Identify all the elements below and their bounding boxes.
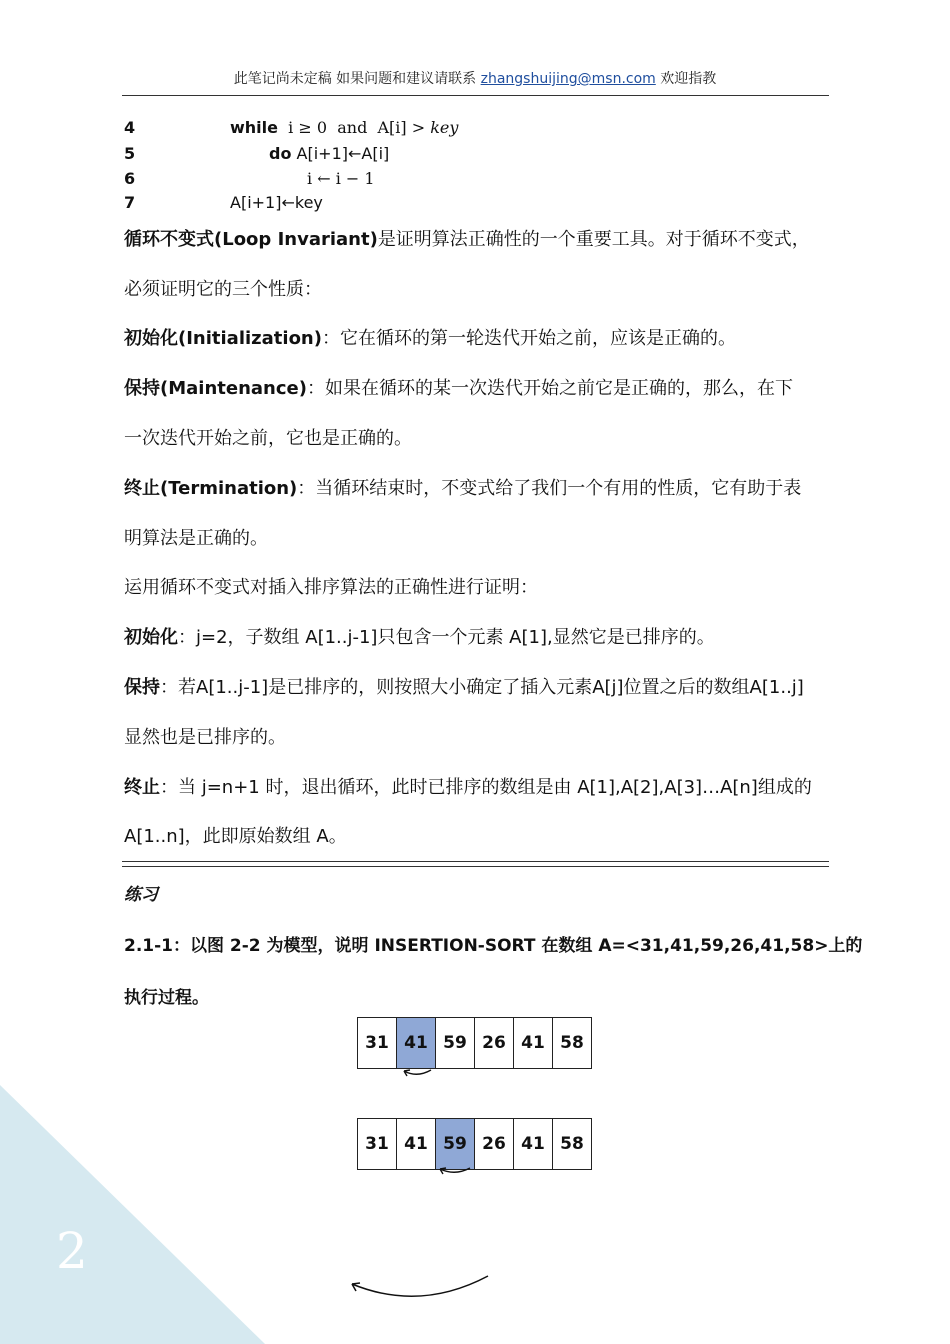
proof-maintenance bbox=[124, 663, 834, 713]
proof-term: 保持 bbox=[124, 677, 160, 698]
proof-text: ：当 j=n+1 时，退出循环，此时已排序的数组是由 A[1],A[2],A[3]…A[n]组成的 bbox=[160, 777, 812, 798]
array-cell: 41 bbox=[513, 1118, 553, 1170]
page-number: 2 bbox=[56, 1222, 88, 1280]
code-stmt bbox=[230, 118, 458, 137]
array-cell: 31 bbox=[357, 1017, 397, 1069]
array-cell: 59 bbox=[435, 1017, 475, 1069]
intro-line-1 bbox=[124, 215, 834, 265]
proof-term: 初始化 bbox=[124, 627, 178, 648]
keyword-do: do bbox=[269, 144, 292, 163]
header-suffix: 欢迎指教 bbox=[655, 71, 717, 87]
proof-termination-cont: A[1..n]，此即原始数组 A。 bbox=[124, 826, 347, 847]
intro-line-2: 必须证明它的三个性质： bbox=[124, 279, 322, 300]
property-term: 终止(Termination) bbox=[124, 478, 298, 499]
intro-text: 是证明算法正确性的一个重要工具。对于循环不变式， bbox=[377, 229, 810, 250]
property-termination-cont: 明算法是正确的。 bbox=[124, 528, 268, 549]
array-cell-key: 41 bbox=[396, 1017, 436, 1069]
property-term: 初始化(Initialization) bbox=[124, 328, 322, 349]
array-cell: 26 bbox=[474, 1118, 514, 1170]
property-text: ：当循环结束时，不变式给了我们一个有用的性质，它有助于表 bbox=[297, 478, 802, 499]
property-text: ：如果在循环的某一次迭代开始之前它是正确的，那么，在下 bbox=[306, 378, 793, 399]
proof-termination bbox=[124, 763, 834, 813]
exercise-question-cont: 执行过程。 bbox=[124, 988, 209, 1008]
code-stmt: i ← i − 1 bbox=[307, 169, 375, 188]
proof-text: ：j=2，子数组 A[1..j-1]只包含一个元素 A[1],显然它是已排序的。 bbox=[178, 627, 715, 648]
line-number: 5 bbox=[124, 144, 136, 163]
condition-b: A[i] > bbox=[377, 118, 431, 137]
array-cell: 41 bbox=[513, 1017, 553, 1069]
header-divider bbox=[122, 95, 829, 96]
property-initialization bbox=[124, 314, 834, 364]
property-term: 保持(Maintenance) bbox=[124, 378, 307, 399]
array-cell: 58 bbox=[552, 1017, 592, 1069]
array-cell: 26 bbox=[474, 1017, 514, 1069]
condition-a: i ≥ 0 bbox=[288, 118, 328, 137]
array-cell: 41 bbox=[396, 1118, 436, 1170]
property-text: ：它在循环的第一轮迭代开始之前，应该是正确的。 bbox=[321, 328, 736, 349]
assign-text: A[i+1]←A[i] bbox=[296, 144, 390, 163]
property-maintenance-cont: 一次迭代开始之前，它也是正确的。 bbox=[124, 428, 412, 449]
exercise-title: 练习 bbox=[124, 885, 158, 905]
line-number: 4 bbox=[124, 118, 136, 137]
line-number: 6 bbox=[124, 169, 136, 188]
keyword-while: while bbox=[230, 118, 278, 137]
array-cell-key: 59 bbox=[435, 1118, 475, 1170]
var-key: key bbox=[430, 118, 459, 137]
array-step-2 bbox=[357, 1118, 592, 1170]
property-termination bbox=[124, 464, 834, 514]
proof-intro: 运用循环不变式对插入排序算法的正确性进行证明： bbox=[124, 577, 538, 598]
loop-invariant-term: 循环不变式(Loop Invariant) bbox=[124, 229, 378, 250]
proof-term: 终止 bbox=[124, 777, 160, 798]
code-stmt: A[i+1]←key bbox=[230, 193, 323, 212]
email-link[interactable]: zhangshuijing@msn.com bbox=[480, 71, 656, 87]
proof-initialization bbox=[124, 613, 834, 663]
section-divider bbox=[122, 861, 829, 867]
array-cell: 31 bbox=[357, 1118, 397, 1170]
code-stmt bbox=[269, 144, 389, 163]
proof-text: ：若A[1..j-1]是已排序的，则按照大小确定了插入元素A[j]位置之后的数组A[1..j] bbox=[160, 677, 804, 698]
header-note: 此笔记尚未定稿 如果问题和建议请联系 bbox=[233, 71, 481, 87]
keyword-and: and bbox=[337, 118, 368, 137]
property-maintenance bbox=[124, 364, 834, 414]
exercise-question: 2.1-1：以图 2-2 为模型，说明 INSERTION-SORT 在数组 A=<31,41,59,26,41,58>上的 bbox=[124, 936, 863, 956]
array-cell: 58 bbox=[552, 1118, 592, 1170]
array-step-1 bbox=[357, 1017, 592, 1069]
proof-maintenance-cont: 显然也是已排序的。 bbox=[124, 727, 286, 748]
page-header bbox=[122, 68, 828, 88]
line-number: 7 bbox=[124, 193, 136, 212]
